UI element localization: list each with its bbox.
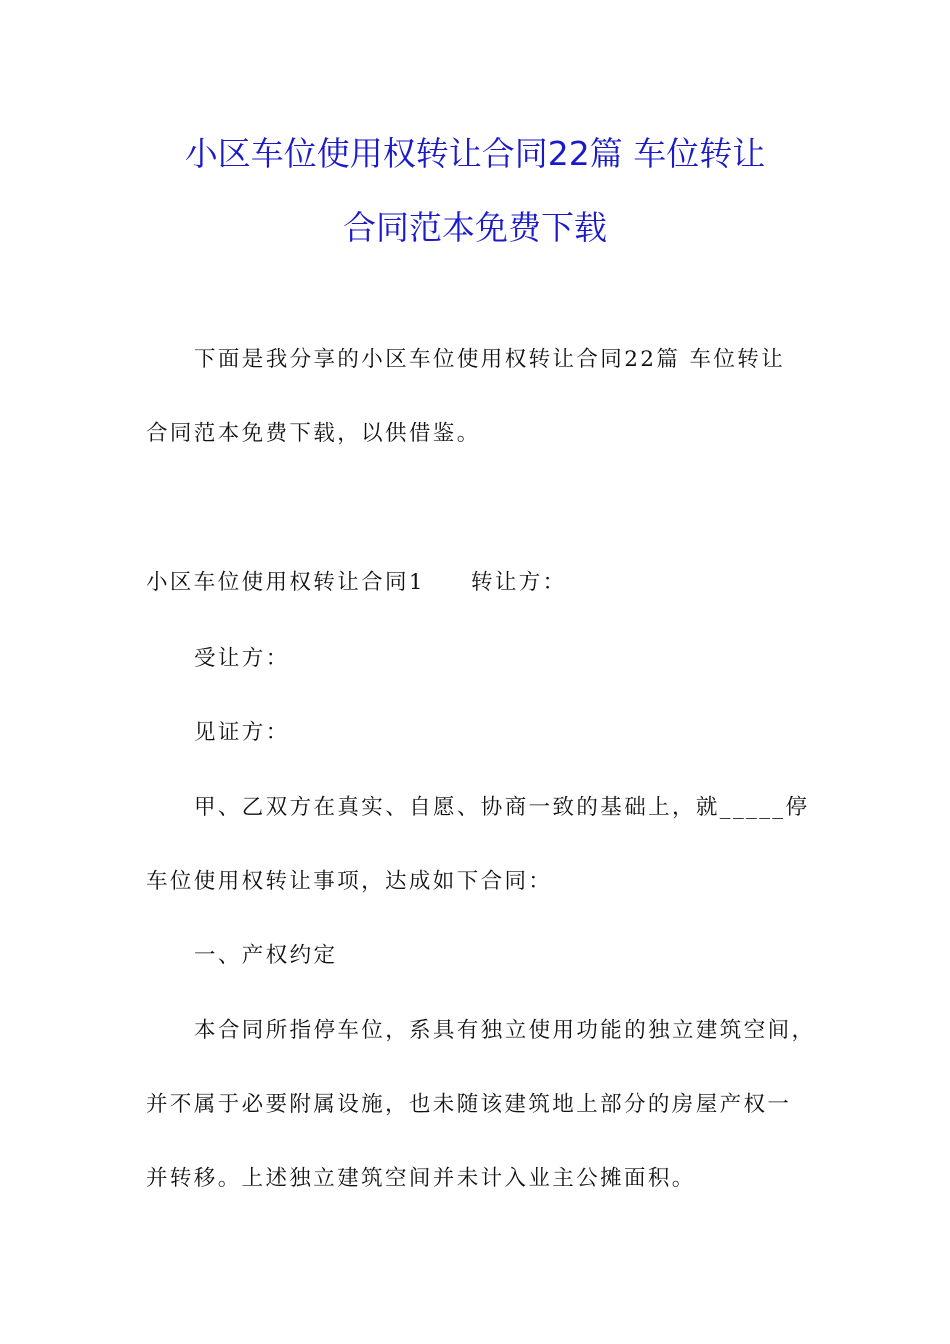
body-line-2: 车位使用权转让事项，达成如下合同： bbox=[146, 869, 553, 894]
contract-heading: 小区车位使用权转让合同1 bbox=[146, 570, 425, 595]
body-line-3: 本合同所指停车位，系具有独立使用功能的独立建筑空间， bbox=[194, 1018, 816, 1043]
document-title-line-2: 合同范本免费下载 bbox=[343, 208, 607, 247]
document-title-line-1: 小区车位使用权转让合同22篇 车位转让 bbox=[184, 134, 766, 173]
transferor-label: 转让方： bbox=[470, 570, 567, 595]
body-line-1: 甲、乙双方在真实、自愿、协商一致的基础上，就_____停 bbox=[194, 795, 810, 820]
transferee-label: 受让方： bbox=[194, 646, 290, 671]
witness-label: 见证方： bbox=[194, 720, 290, 745]
contract-heading-line bbox=[146, 568, 567, 598]
intro-line-1: 下面是我分享的小区车位使用权转让合同22篇 车位转让 bbox=[194, 347, 786, 372]
intro-line-2: 合同范本免费下载，以供借鉴。 bbox=[146, 421, 481, 446]
body-line-4: 并不属于必要附属设施，也未随该建筑地上部分的房屋产权一 bbox=[146, 1092, 792, 1117]
body-line-5: 并转移。上述独立建筑空间并未计入业主公摊面积。 bbox=[146, 1166, 696, 1191]
section-heading-property: 一、产权约定 bbox=[194, 943, 338, 968]
